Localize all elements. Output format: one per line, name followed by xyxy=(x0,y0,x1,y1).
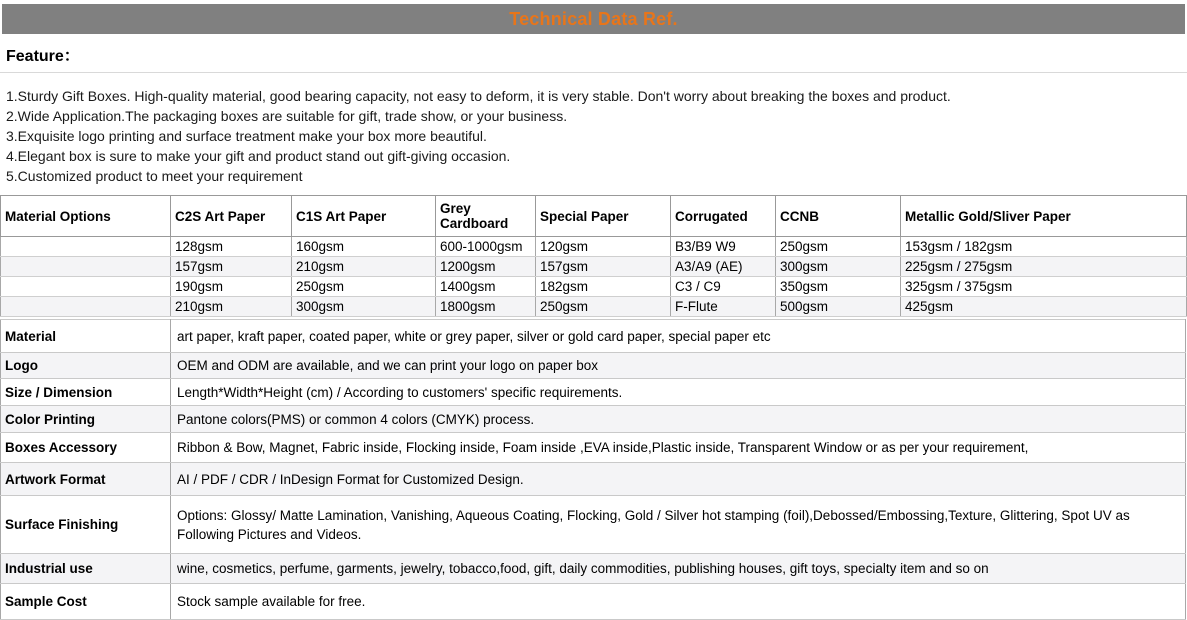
cell xyxy=(1,277,171,297)
cell: B3/B9 W9 xyxy=(671,237,776,257)
column-header-grey-cardboard: Grey Cardboard xyxy=(436,196,536,237)
spec-row-size-dimension xyxy=(1,379,1186,406)
spec-label: Artwork Format xyxy=(1,463,171,496)
spec-value: OEM and ODM are available, and we can print your logo on paper box xyxy=(171,353,1186,379)
cell: 350gsm xyxy=(776,277,901,297)
column-header-special-paper: Special Paper xyxy=(536,196,671,237)
spec-row-color-printing xyxy=(1,406,1186,433)
spec-value: Options: Glossy/ Matte Lamination, Vanishing, Aqueous Coating, Flocking, Gold / Silver hot stamping (foil),Debossed/Embossing,Texture, Glittering, Spot UV as Following Pictures and Videos. xyxy=(171,496,1186,554)
spec-value: Length*Width*Height (cm) / According to customers' specific requirements. xyxy=(171,379,1186,406)
spec-label: Industrial use xyxy=(1,554,171,584)
spec-value: wine, cosmetics, perfume, garments, jewelry, tobacco,food, gift, daily commodities, publishing houses, gift toys, specialty item and so on xyxy=(171,554,1186,584)
cell: C3 / C9 xyxy=(671,277,776,297)
cell: F-Flute xyxy=(671,297,776,317)
spec-row-material xyxy=(1,320,1186,353)
cell: 250gsm xyxy=(536,297,671,317)
spec-table xyxy=(0,319,1186,620)
column-header-c1s-art-paper: C1S Art Paper xyxy=(292,196,436,237)
spec-row-artwork-format xyxy=(1,463,1186,496)
feature-heading: Feature： xyxy=(0,34,1187,73)
table-row xyxy=(1,277,1187,297)
spec-label: Material xyxy=(1,320,171,353)
spec-value: Pantone colors(PMS) or common 4 colors (CMYK) process. xyxy=(171,406,1186,433)
spec-row-logo xyxy=(1,353,1186,379)
cell: 300gsm xyxy=(292,297,436,317)
cell: 1800gsm xyxy=(436,297,536,317)
cell: 120gsm xyxy=(536,237,671,257)
cell: 325gsm / 375gsm xyxy=(901,277,1187,297)
materials-header-row xyxy=(1,196,1187,237)
column-header-c2s-art-paper: C2S Art Paper xyxy=(171,196,292,237)
feature-item: 4.Elegant box is sure to make your gift and product stand out gift-giving occasion. xyxy=(6,148,511,164)
table-row xyxy=(1,237,1187,257)
cell: 1400gsm xyxy=(436,277,536,297)
spec-row-boxes-accessory xyxy=(1,433,1186,463)
title-bar xyxy=(2,4,1185,34)
cell: 250gsm xyxy=(776,237,901,257)
cell: 600-1000gsm xyxy=(436,237,536,257)
spec-value: AI / PDF / CDR / InDesign Format for Customized Design. xyxy=(171,463,1186,496)
spec-label: Boxes Accessory xyxy=(1,433,171,463)
feature-list xyxy=(0,73,1187,186)
spec-label: Surface Finishing xyxy=(1,496,171,554)
cell: 300gsm xyxy=(776,257,901,277)
feature-item: 2.Wide Application.The packaging boxes are suitable for gift, trade show, or your business. xyxy=(6,108,568,124)
page-title: Technical Data Ref. xyxy=(509,8,678,29)
spec-label: Color Printing xyxy=(1,406,171,433)
cell: 157gsm xyxy=(171,257,292,277)
feature-item: 5.Customized product to meet your requirement xyxy=(6,168,303,184)
cell: 128gsm xyxy=(171,237,292,257)
cell: 250gsm xyxy=(292,277,436,297)
cell: 182gsm xyxy=(536,277,671,297)
spec-row-sample-cost xyxy=(1,584,1186,620)
column-header-material-options: Material Options xyxy=(1,196,171,237)
spec-label: Sample Cost xyxy=(1,584,171,620)
cell: A3/A9 (AE) xyxy=(671,257,776,277)
spec-value: art paper, kraft paper, coated paper, white or grey paper, silver or gold card paper, special paper etc xyxy=(171,320,1186,353)
column-header-metallic-paper: Metallic Gold/Sliver Paper xyxy=(901,196,1187,237)
column-header-corrugated: Corrugated xyxy=(671,196,776,237)
spec-value: Ribbon & Bow, Magnet, Fabric inside, Flocking inside, Foam inside ,EVA inside,Plastic inside, Transparent Window or as per your requirement, xyxy=(171,433,1186,463)
cell: 153gsm / 182gsm xyxy=(901,237,1187,257)
feature-item: 3.Exquisite logo printing and surface treatment make your box more beautiful. xyxy=(6,128,487,144)
material-options-table xyxy=(0,195,1187,317)
spec-value: Stock sample available for free. xyxy=(171,584,1186,620)
cell: 157gsm xyxy=(536,257,671,277)
cell: 500gsm xyxy=(776,297,901,317)
cell: 190gsm xyxy=(171,277,292,297)
cell xyxy=(1,257,171,277)
cell xyxy=(1,297,171,317)
cell: 425gsm xyxy=(901,297,1187,317)
cell: 225gsm / 275gsm xyxy=(901,257,1187,277)
table-row xyxy=(1,257,1187,277)
column-header-ccnb: CCNB xyxy=(776,196,901,237)
cell: 210gsm xyxy=(171,297,292,317)
cell: 210gsm xyxy=(292,257,436,277)
spec-label: Size / Dimension xyxy=(1,379,171,406)
cell: 160gsm xyxy=(292,237,436,257)
table-row xyxy=(1,297,1187,317)
cell: 1200gsm xyxy=(436,257,536,277)
spec-row-surface-finishing xyxy=(1,496,1186,554)
feature-item: 1.Sturdy Gift Boxes. High-quality material, good bearing capacity, not easy to deform, it is very stable. Don't worry about breaking the boxes and product. xyxy=(6,88,951,104)
spec-label: Logo xyxy=(1,353,171,379)
cell xyxy=(1,237,171,257)
spec-row-industrial-use xyxy=(1,554,1186,584)
